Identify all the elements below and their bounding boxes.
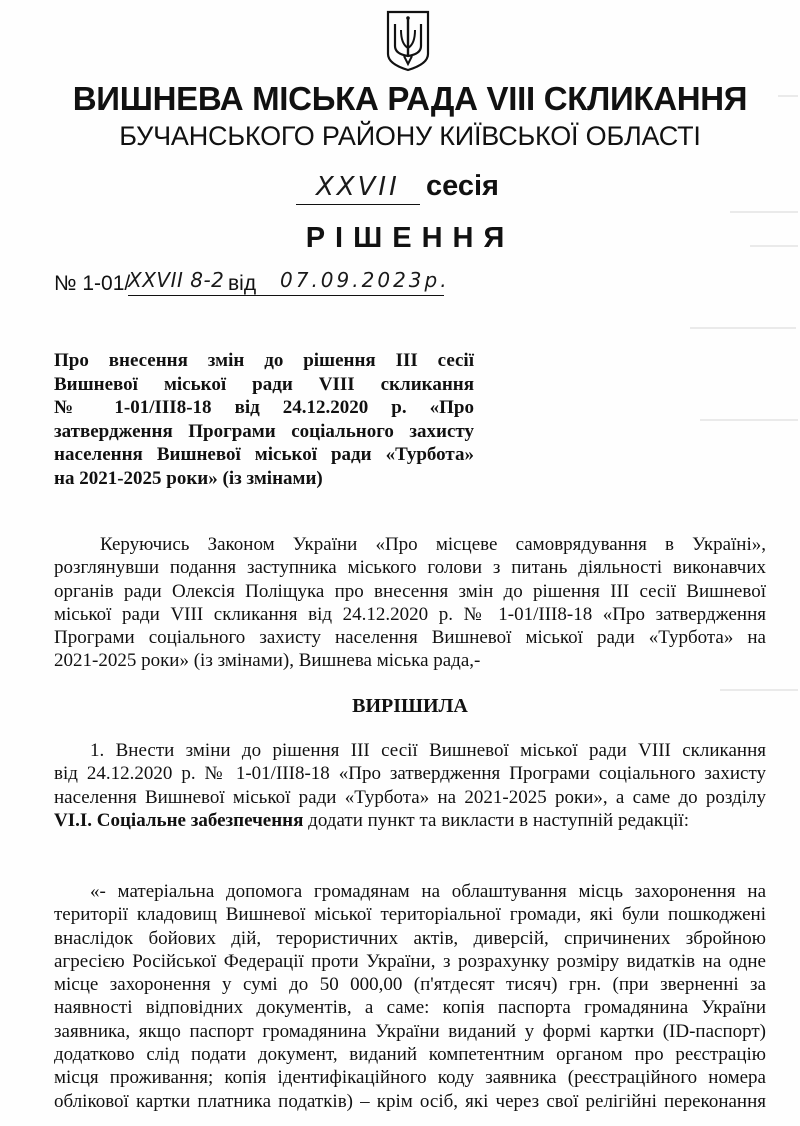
session-line [296,170,526,214]
decision-number-prefix: № 1-01/ [54,272,131,295]
session-number: XXVII [316,172,400,202]
decision-date-handwritten: 07.09.2023р. [280,268,450,292]
item-1-line: населення Вишневої міської ради «Турбота» на 2021-2025 роки», а саме до розділу [54,786,766,808]
item-1-line [54,809,766,832]
item-1-line: 1. Внести зміни до рішення ІІІ сесії Вишневої міської ради VIII скликання [90,740,766,761]
item-2-line: агресією Російської Федерації проти України, з розрахунку розміру видатків на одне [54,950,766,972]
session-word: сесія [426,170,499,202]
item-2-line: заявника, якщо паспорт громадянина України виданий у формі картки (ID-паспорт) [54,1020,766,1042]
subject-line: Вишневої міської ради VIII скликання [54,373,474,395]
subject-line: населення Вишневої міської ради «Турбота» [54,444,474,466]
item-2-line: місця проживання; копія ідентифікаційного коду заявника (реєстраційного номера [54,1067,766,1089]
preamble-line: Програми соціального захисту населення Вишневої міської ради «Турбота» на [54,627,766,649]
decision-date-underline [274,295,444,296]
item-2-line: внаслідок бойових дій, терористичних актів, диверсій, спричинених збройною [54,927,766,949]
decision-number-line [54,268,484,302]
item-2-line: облікової картки платника податків) – крім осіб, які через свої релігійні переконання [54,1090,766,1112]
preamble-line: органів ради Олексія Поліщука про внесення змін до рішення ІІІ сесії Вишневої [54,580,766,602]
session-underline [296,204,420,205]
item-2-line: додатково слід подати документ, виданий компетентним органом про реєстрацію [54,1044,766,1066]
subject-line: № 1-01/ІІІ8-18 від 24.12.2020 р. «Про [54,397,474,419]
council-name: ВИШНЕВА МІСЬКА РАДА VIII СКЛИКАННЯ [72,80,748,117]
subject-line: Про внесення змін до рішення ІІІ сесії [54,350,474,371]
item-2-line: території кладовищ Вишневої міської територіальної громади, які були пошкоджені [54,904,766,926]
section-name-bold: VI.I. Соціальне забезпечення [54,809,304,831]
item-1-line: від 24.12.2020 р. № 1-01/ІІІ8-18 «Про затвердження Програми соціального захисту [54,763,766,785]
resolved-heading: ВИРІШИЛА [352,695,468,717]
decision-title: РІШЕННЯ [305,222,515,254]
item-2-line: «- матеріальна допомога громадянам на облаштування місць захоронення на [90,881,766,902]
decision-subject [54,349,474,491]
item-2-paragraph [54,880,766,1113]
preamble-line: Керуючись Законом України «Про місцеве самоврядування в Україні», [100,534,766,555]
preamble-line: розглянувши подання заступника міського голови з питань діяльності виконавчих [54,557,766,579]
item-2-line: наявності відповідних документів, а саме: копія паспорта громадянина України [54,997,766,1019]
preamble-line: 2021-2025 роки» (із змінами), Вишнева міська рада,- [54,650,481,672]
preamble-line: міської ради VIII скликання від 24.12.2020 р. № 1-01/ІІІ8-18 «Про затвердження [54,603,766,625]
item-1-line-rest: додати пункт та викласти в наступній редакції: [303,809,689,831]
trident-emblem-icon [385,10,431,72]
decision-number-handwritten: XXVII 8-2 [128,268,225,292]
decision-vid-label: від [228,272,257,295]
item-2-line: місце захоронення у сумі до 50 000,00 (п'ятдесят тисяч) грн. (при зверненні за [54,974,766,996]
scan-bleed-marks [660,60,800,760]
subject-line: на 2021-2025 роки» (із змінами) [54,467,323,489]
subject-line: затвердження Програми соціального захисту [54,420,474,442]
council-region: БУЧАНСЬКОГО РАЙОНУ КИЇВСЬКОЇ ОБЛАСТІ [119,121,701,151]
